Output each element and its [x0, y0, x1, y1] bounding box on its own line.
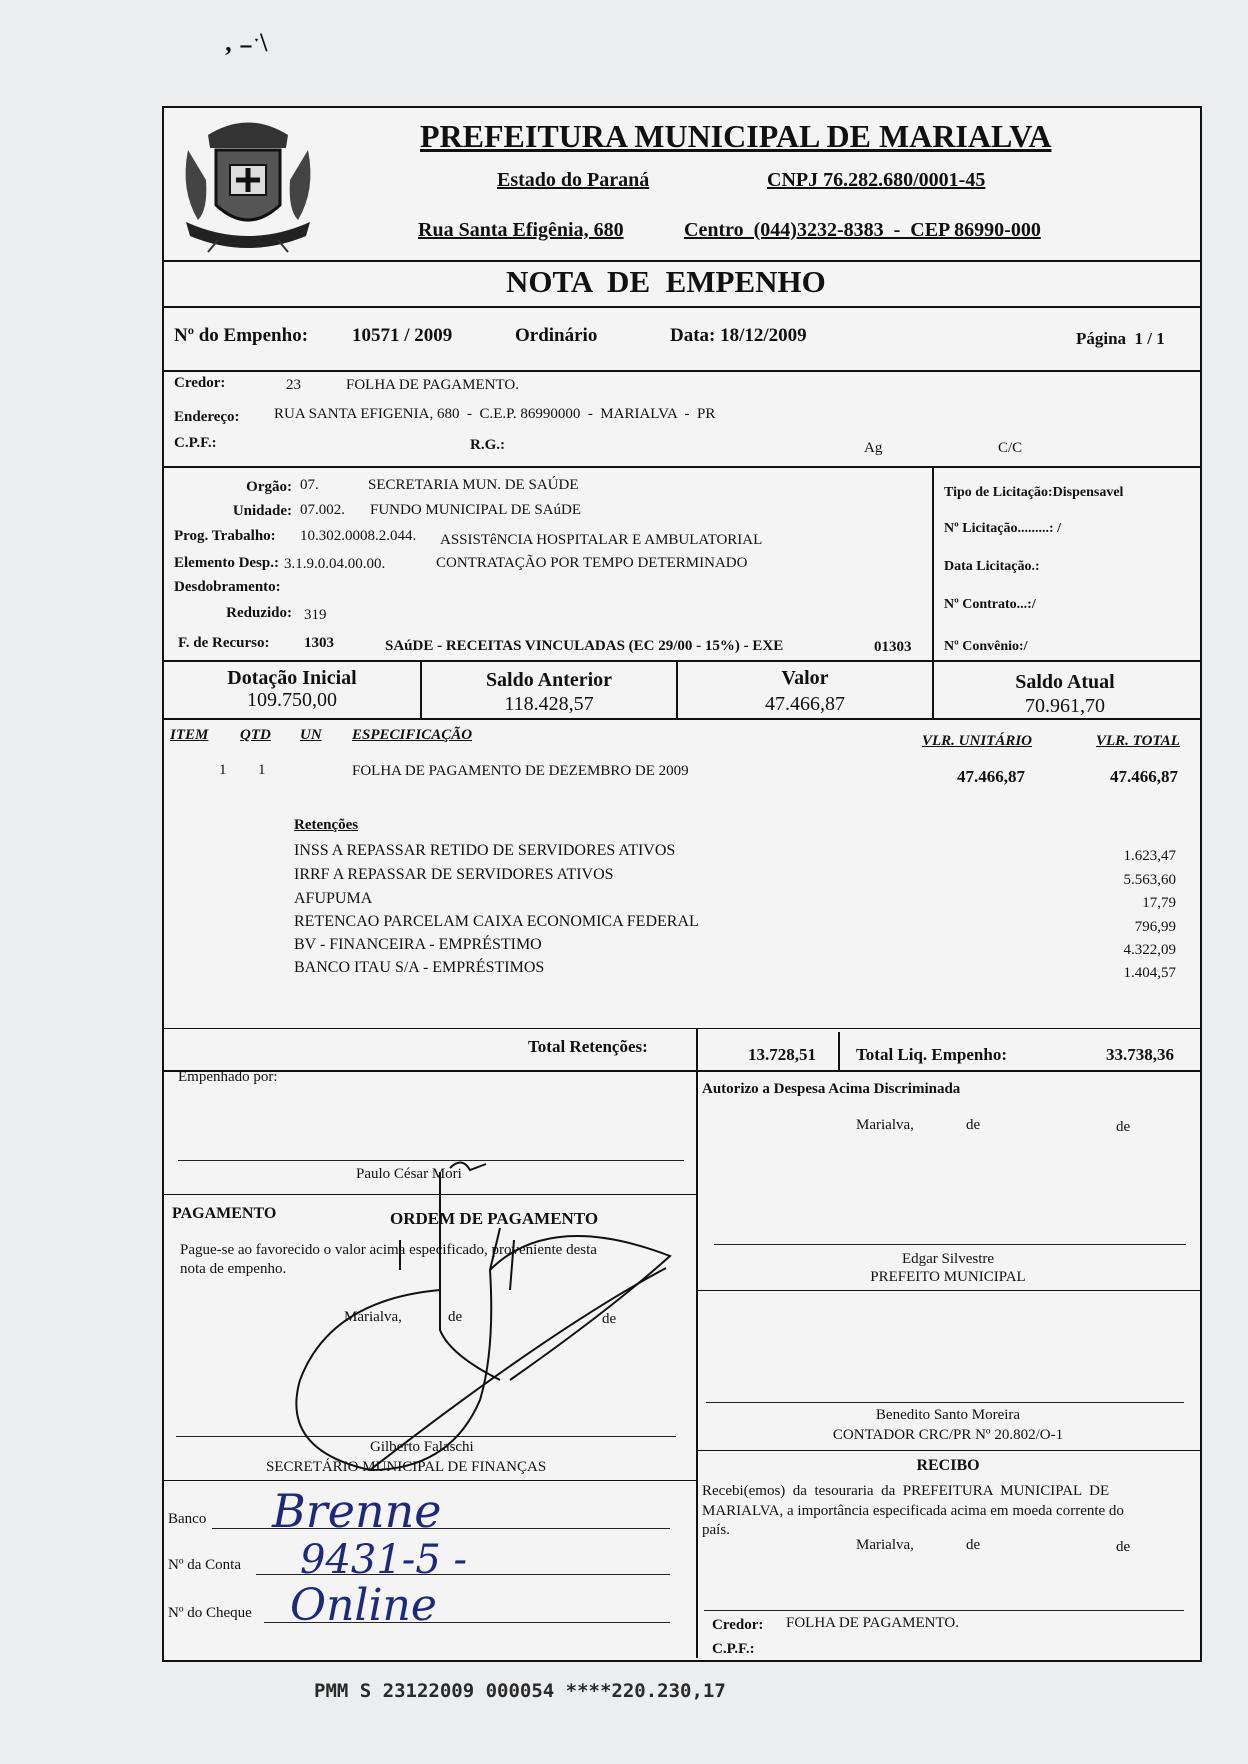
header-cnpj: CNPJ 76.282.680/0001-45 [767, 169, 986, 191]
autorizo-de: de [1116, 1119, 1131, 1135]
cheque-label: Nº do Cheque [168, 1605, 252, 1621]
elemento-code: 3.1.9.0.04.00.00. [284, 556, 386, 572]
prefeito-role: PREFEITO MUNICIPAL [870, 1269, 1026, 1285]
retencao-value: 1.623,47 [1123, 848, 1176, 864]
document-title: NOTA DE EMPENHO [506, 264, 826, 299]
retencao-value: 17,79 [1142, 895, 1176, 911]
financas-role: SECRETÁRIO MUNICIPAL DE FINANÇAS [266, 1459, 547, 1475]
orgao-code: 07. [300, 477, 319, 493]
col-vlr-total: VLR. TOTAL [1096, 733, 1180, 749]
retencao-value: 5.563,60 [1123, 872, 1176, 888]
ag-label: Ag [864, 440, 883, 456]
autorizo-place: Marialva, [856, 1117, 914, 1133]
col-un: UN [300, 727, 322, 743]
saldo-atual-value: 70.961,70 [1025, 695, 1105, 717]
empenhado-signer: Paulo César Mori [356, 1166, 462, 1182]
elemento-name: CONTRATAÇÃO POR TEMPO DETERMINADO [436, 555, 748, 571]
retencao-desc: AFUPUMA [294, 890, 373, 907]
empenho-date: Data: 18/12/2009 [670, 325, 807, 346]
dotacao-inicial-label: Dotação Inicial [227, 667, 357, 689]
valor-label: Valor [781, 667, 829, 689]
rg-label: R.G.: [470, 437, 505, 453]
empenho-type: Ordinário [515, 325, 598, 346]
retencao-desc: IRRF A REPASSAR DE SERVIDORES ATIVOS [294, 866, 614, 883]
valor-value: 47.466,87 [765, 693, 845, 715]
col-vlr-unitario: VLR. UNITÁRIO [922, 733, 1033, 749]
licitacao-data: Data Licitação.: [944, 559, 1040, 574]
total-retencoes-label: Total Retenções: [528, 1037, 648, 1056]
empenho-page: Página 1 / 1 [1076, 329, 1165, 348]
empenho-number: 10571 / 2009 [352, 325, 453, 346]
retencao-desc: INSS A REPASSAR RETIDO DE SERVIDORES ATIVOS [294, 842, 676, 859]
recurso-label: F. de Recurso: [178, 635, 270, 651]
contrato-numero: Nº Contrato...:/ [944, 597, 1036, 612]
recibo-text: MARIALVA, a importância especificada acima em moeda corrente do [702, 1503, 1124, 1519]
recibo-cpf-label: C.P.F.: [712, 1641, 755, 1657]
endereco-value: RUA SANTA EFIGENIA, 680 - C.E.P. 86990000 - MARIALVA - PR [274, 406, 716, 422]
coat-of-arms-logo [178, 110, 318, 255]
saldo-anterior-label: Saldo Anterior [485, 669, 613, 691]
contador-signer: Benedito Santo Moreira [875, 1407, 1021, 1423]
prog-name: ASSISTêNCIA HOSPITALAR E AMBULATORIAL [440, 532, 763, 548]
autorizo-de: de [966, 1117, 981, 1133]
header-address: Rua Santa Efigênia, 680 [418, 219, 624, 241]
autorizo-text: Autorizo a Despesa Acima Discriminada [702, 1081, 961, 1097]
item-total-value: 47.466,87 [1110, 767, 1178, 786]
banco-label: Banco [168, 1511, 207, 1527]
header-state: Estado do Paraná [497, 169, 650, 191]
retencao-desc: BANCO ITAU S/A - EMPRÉSTIMOS [294, 959, 545, 976]
orgao-name: SECRETARIA MUN. DE SAÚDE [368, 477, 579, 493]
col-especificacao: ESPECIFICAÇÃO [352, 727, 473, 743]
reduzido-value: 319 [304, 607, 327, 623]
credor-code: 23 [286, 377, 301, 393]
col-item: ITEM [170, 727, 209, 743]
ordem-pagamento-label: ORDEM DE PAGAMENTO [390, 1209, 599, 1228]
recibo-text: Recebi(emos) da tesouraria da PREFEITURA MUNICIPAL DE [702, 1483, 1110, 1499]
item-number: 1 [219, 762, 227, 778]
total-retencoes-value: 13.728,51 [748, 1045, 816, 1064]
item-qtd: 1 [258, 762, 266, 778]
recibo-credor-label: Credor: [712, 1617, 764, 1633]
pagamento-label: PAGAMENTO [172, 1205, 277, 1222]
recurso-num: 01303 [874, 639, 912, 655]
pagamento-place: Marialva, [344, 1309, 402, 1325]
empenhado-por-label: Empenhado por: [178, 1069, 278, 1085]
unidade-name: FUNDO MUNICIPAL DE SAúDE [370, 502, 581, 518]
retencao-desc: BV - FINANCEIRA - EMPRÉSTIMO [294, 936, 542, 953]
credor-label: Credor: [174, 375, 226, 391]
credor-name: FOLHA DE PAGAMENTO. [346, 377, 519, 393]
pagamento-de: de [602, 1311, 617, 1327]
total-liquido-label: Total Liq. Empenho: [856, 1045, 1007, 1064]
prog-label: Prog. Trabalho: [174, 528, 276, 544]
pagamento-de: de [448, 1309, 463, 1325]
retencoes-title: Retenções [294, 817, 359, 833]
recibo-title: RECIBO [916, 1457, 980, 1474]
retencao-desc: RETENCAO PARCELAM CAIXA ECONOMICA FEDERAL [294, 913, 699, 930]
unidade-label: Unidade: [232, 503, 292, 519]
recibo-de: de [1116, 1539, 1131, 1555]
empenho-label: Nº do Empenho: [174, 325, 309, 346]
saldo-anterior-value: 118.428,57 [504, 693, 594, 715]
reduzido-label: Reduzido: [226, 605, 292, 621]
cpf-label: C.P.F.: [174, 435, 217, 451]
prog-code: 10.302.0008.2.044. [300, 528, 417, 544]
unidade-code: 07.002. [300, 502, 345, 518]
pagamento-text: Pague-se ao favorecido o valor acima especificado, proveniente desta [180, 1242, 597, 1258]
col-qtd: QTD [240, 727, 271, 743]
elemento-label: Elemento Desp.: [174, 555, 279, 571]
licitacao-tipo: Tipo de Licitação:Dispensavel [944, 485, 1124, 500]
scan-mark: ‚ ₋ˑ\ [224, 28, 268, 57]
printed-stamp: PMM S 23122009 000054 ****220.230,17 [314, 1680, 726, 1702]
convenio-numero: Nº Convênio:/ [944, 639, 1028, 654]
orgao-label: Orgão: [246, 479, 292, 495]
pagamento-text: nota de empenho. [180, 1261, 287, 1277]
recibo-credor-value: FOLHA DE PAGAMENTO. [786, 1615, 959, 1631]
item-spec: FOLHA DE PAGAMENTO DE DEZEMBRO DE 2009 [352, 763, 689, 779]
licitacao-numero: Nº Licitação.........: / [944, 521, 1061, 536]
desdobramento-label: Desdobramento: [174, 579, 281, 595]
handwritten-conta: 9431-5 - [300, 1537, 467, 1583]
recurso-name: SAúDE - RECEITAS VINCULADAS (EC 29/00 - 15%) - EXE [385, 638, 784, 654]
dotacao-inicial-value: 109.750,00 [247, 689, 337, 711]
prefeito-signer: Edgar Silvestre [901, 1251, 995, 1267]
retencao-value: 796,99 [1134, 919, 1176, 935]
item-unit-value: 47.466,87 [957, 767, 1025, 786]
header-title: PREFEITURA MUNICIPAL DE MARIALVA [420, 118, 1052, 154]
cc-label: C/C [998, 440, 1023, 456]
handwritten-banco: Brenne [272, 1484, 442, 1538]
recibo-place: Marialva, [856, 1537, 914, 1553]
conta-label: Nº da Conta [168, 1557, 241, 1573]
recibo-de: de [966, 1537, 981, 1553]
contador-role: CONTADOR CRC/PR Nº 20.802/O-1 [832, 1427, 1064, 1443]
signature-scribble [250, 1150, 680, 1480]
recibo-text: país. [702, 1522, 730, 1538]
saldo-atual-label: Saldo Atual [1015, 671, 1115, 693]
recurso-code: 1303 [304, 635, 334, 651]
total-liquido-value: 33.738,36 [1106, 1045, 1174, 1064]
endereco-label: Endereço: [174, 409, 240, 425]
financas-signer: Gilberto Falaschi [370, 1439, 474, 1455]
retencao-value: 1.404,57 [1123, 965, 1176, 981]
header-contact: Centro (044)3232-8383 - CEP 86990-000 [684, 219, 1041, 241]
retencao-value: 4.322,09 [1123, 942, 1176, 958]
handwritten-cheque: Online [290, 1580, 437, 1631]
